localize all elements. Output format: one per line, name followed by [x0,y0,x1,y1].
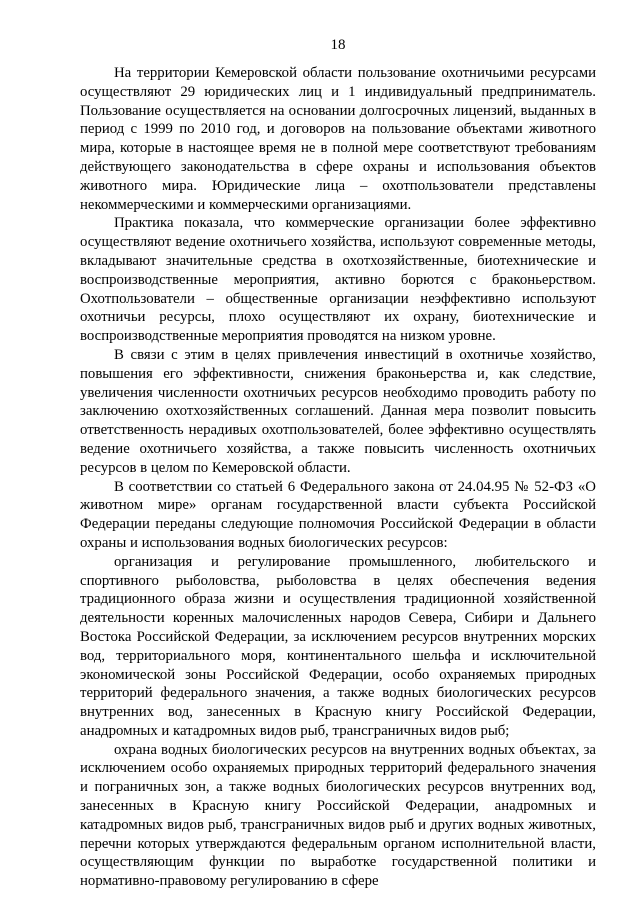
paragraph-investment: В связи с этим в целях привлечения инвестиций в охотничье хозяйство, повышения его эффективности, снижения браконьерства и, как следствие, увеличения численности охотничьих ресурсов необходимо проводить работу по заключению охотхозяйственных соглашений. Данная мера позволит повысить ответственность нерадивых охотпользователей, более эффективно осуществлять ведение охотничьего хозяйства, а также повысить численность охотничьих ресурсов в целом по Кемеровской области. [80,346,596,476]
paragraph-practice: Практика показала, что коммерческие организации более эффективно осуществляют ведение охотничьего хозяйства, используют современные методы, вкладывают значительные средства в охотхозяйственные, биотехнические и воспроизводственные мероприятия, активно борются с браконьерством. Охотпользователи – общественные организации неэффективно используют охотничьи ресурсы, плохо осуществляют их охрану, биотехнические и воспроизводственные мероприятия проводятся на низком уровне. [80,215,596,345]
page-number: 18 [330,37,346,53]
paragraph-federal-law: В соответствии со статьей 6 Федерального закона от 24.04.95 № 52-ФЗ «О животном мире» органам государственной власти субъекта Российской Федерации переданы следующие полномочия Российской Федерации в области охраны и использования водных биологических ресурсов: [80,478,596,551]
paragraph-hunting-users: На территории Кемеровской области пользование охотничьими ресурсами осуществляют 29 юридических лиц и 1 индивидуальный предприниматель. Пользование осуществляется на основании долгосрочных лицензий, выданных в период с 1999 по 2010 год, и договоров на пользование объектами животного мира, которые в настоящее время не в полной мере соответствуют требованиям действующего законодательства в сфере охраны и использования объектов животного мира. Юридические лица – охотпользователи представлены некоммерческими и коммерческими организациями. [80,65,596,213]
paragraph-bioresource-protection: охрана водных биологических ресурсов на внутренних водных объектах, за исключением особо охраняемых природных территорий федерального значения и пограничных зон, а также водных биологических ресурсов внутренних вод, занесенных в Красную книгу Российской Федерации, анадромных и катадромных видов рыб, трансграничных видов рыб и других водных животных, перечни которых утверждаются федеральным органом исполнительной власти, осуществляющим функции по выработке государственной политики и нормативно-правовому регулированию в сфере [80,741,596,890]
paragraph-fishing-regulation: организация и регулирование промышленного, любительского и спортивного рыболовства, рыболовства в целях обеспечения ведения традиционного образа жизни и осуществления традиционной хозяйственной деятельности коренных малочисленных народов Севера, Сибири и Дальнего Востока Российской Федерации, за исключением ресурсов внутренних морских вод, территориального моря, континентального шельфа и исключительной экономической зоны Российской Федерации, особо охраняемых природных территорий федерального значения, а также водных биологических ресурсов внутренних вод, занесенных в Красную книгу Российской Федерации, анадромных и катадромных видов рыб, трансграничных видов рыб; [80,553,596,739]
